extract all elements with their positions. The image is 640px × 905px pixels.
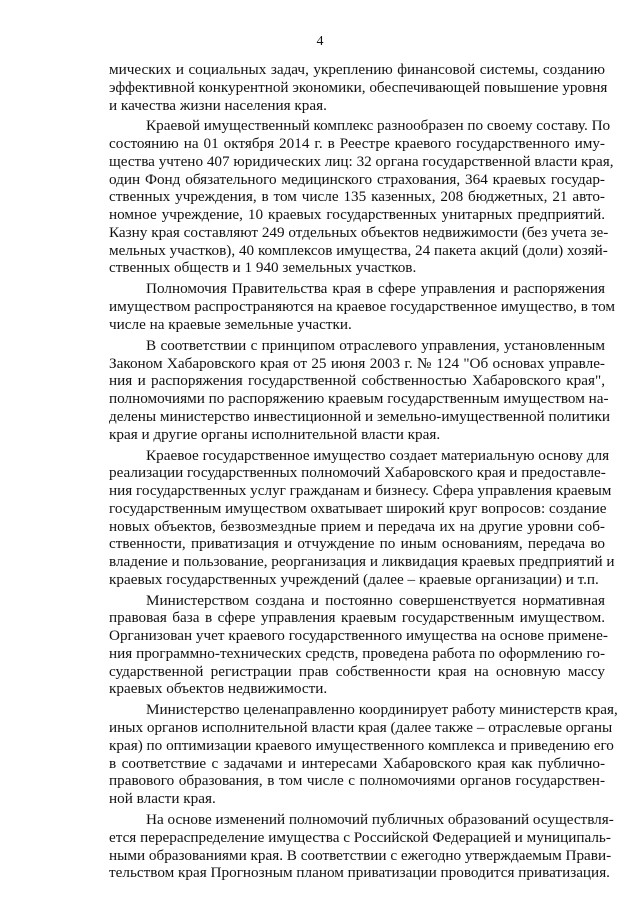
text-line: ния государственных услуг гражданам и бизнесу. Сфера управления краевым xyxy=(109,482,612,499)
text-line: правового образования, в том числе с полномочиями органов государствен- xyxy=(109,772,605,790)
text-line: щества учтено 407 юридических лиц: 32 органа государственной власти края, xyxy=(109,152,614,170)
text-line: ственных учреждения, в том числе 135 казенных, 208 бюджетных, 21 авто- xyxy=(109,188,605,206)
paragraph xyxy=(109,117,614,277)
text-line: делены министерство инвестиционной и земельно-имущественной политики xyxy=(109,407,610,425)
text-line: состоянию на 01 октября 2014 г. в Реестре краевого государственного иму- xyxy=(109,135,605,153)
text-line: государственным имуществом охватывает широкий круг вопросов: создание xyxy=(109,499,607,517)
text-line: мельных участков), 40 комплексов имущества, 24 пакета акций (доли) хозяй- xyxy=(109,241,608,259)
page-number: 4 xyxy=(316,34,324,49)
text-line: На основе изменений полномочий публичных образований осуществля- xyxy=(146,811,614,829)
text-line: ственности, приватизация и отчуждение по иным основаниям, передача во xyxy=(109,535,605,553)
text-line: новых объектов, безвозмездные прием и передача их на другие уровни соб- xyxy=(109,517,605,535)
text-line: ния и распоряжения государственной собственностью Хабаровского края", xyxy=(109,372,605,390)
text-line: ной власти края. xyxy=(109,790,216,808)
text-line: края) по оптимизации краевого имущественного комплекса и приведению его xyxy=(109,736,614,754)
paragraph xyxy=(109,811,614,882)
text-line: Организован учет краевого государственного имущества на основе примене- xyxy=(109,627,608,645)
text-line: эффективной конкурентной экономики, обеспечивающей повышение уровня xyxy=(109,78,608,96)
text-line: в соответствие с задачами и интересами Хабаровского края как публично- xyxy=(109,754,605,772)
text-line: ными образованиями края. В соответствии с ежегодно утверждаемым Прави- xyxy=(109,846,612,864)
text-line: иных органов исполнительной власти края (далее также – отраслевые органы xyxy=(109,719,613,737)
text-line: полномочиями по распоряжению краевым государственным имуществом на- xyxy=(109,390,609,408)
text-line: В соответствии с принципом отраслевого управления, установленным xyxy=(146,336,605,354)
text-line: тельством края Прогнозным планом приватизации проводится приватизация. xyxy=(109,864,610,882)
text-line: один Фонд обязательного медицинского страхования, 364 краевых государ- xyxy=(109,170,605,188)
text-line: владение и пользование, реорганизация и ликвидация краевых предприятий и xyxy=(109,553,615,570)
text-line: сударственной регистрации прав собственности края на основную массу xyxy=(109,662,605,680)
text-line: имуществом распространяются на краевое государственное имущество, в том xyxy=(109,298,616,316)
text-line: ется перераспределение имущества с Российской Федерацией и муниципаль- xyxy=(109,828,611,846)
text-line: Законом Хабаровского края от 25 июня 2003 г. № 124 "Об основах управле- xyxy=(109,354,605,372)
paragraph xyxy=(109,591,608,699)
text-line: правовая база в сфере управления краевым государственным имуществом. xyxy=(109,609,605,627)
text-line: Министерством создана и постоянно совершенствуется нормативная xyxy=(146,591,605,609)
text-line: краевых государственных учреждений (далее – краевые организации) и т.п. xyxy=(109,570,599,588)
paragraph xyxy=(109,280,616,333)
text-line: номное учреждение, 10 краевых государственных унитарных предприятий. xyxy=(109,206,605,224)
text-line: Полномочия Правительства края в сфере управления и распоряжения xyxy=(146,280,605,298)
text-line: Казну края составляют 249 отдельных объектов недвижимости (без учета зе- xyxy=(109,223,609,241)
text-line: ния программно-технических средств, проведена работа по оформлению го- xyxy=(109,644,605,662)
paragraph xyxy=(109,336,610,444)
text-line: Краевое государственное имущество создает материальную основу для xyxy=(146,446,610,464)
paragraph xyxy=(109,61,608,114)
text-line: мических и социальных задач, укреплению финансовой системы, созданию xyxy=(109,61,605,78)
text-line: Министерство целенаправленно координирует работу министерств края, xyxy=(146,701,618,719)
text-line: реализации государственных полномочий Хабаровского края и предоставле- xyxy=(109,464,606,482)
document-body xyxy=(109,61,618,885)
text-line: ственных обществ и 1 940 земельных участков. xyxy=(109,259,417,277)
paragraph xyxy=(109,701,618,808)
text-line: и качества жизни населения края. xyxy=(109,96,327,114)
text-line: края и другие органы исполнительной власти края. xyxy=(109,425,441,443)
text-line: Краевой имущественный комплекс разнообразен по своему составу. По xyxy=(146,117,611,135)
paragraph xyxy=(109,446,615,589)
text-line: числе на краевые земельные участки. xyxy=(109,315,352,333)
text-line: краевых объектов недвижимости. xyxy=(109,680,328,698)
